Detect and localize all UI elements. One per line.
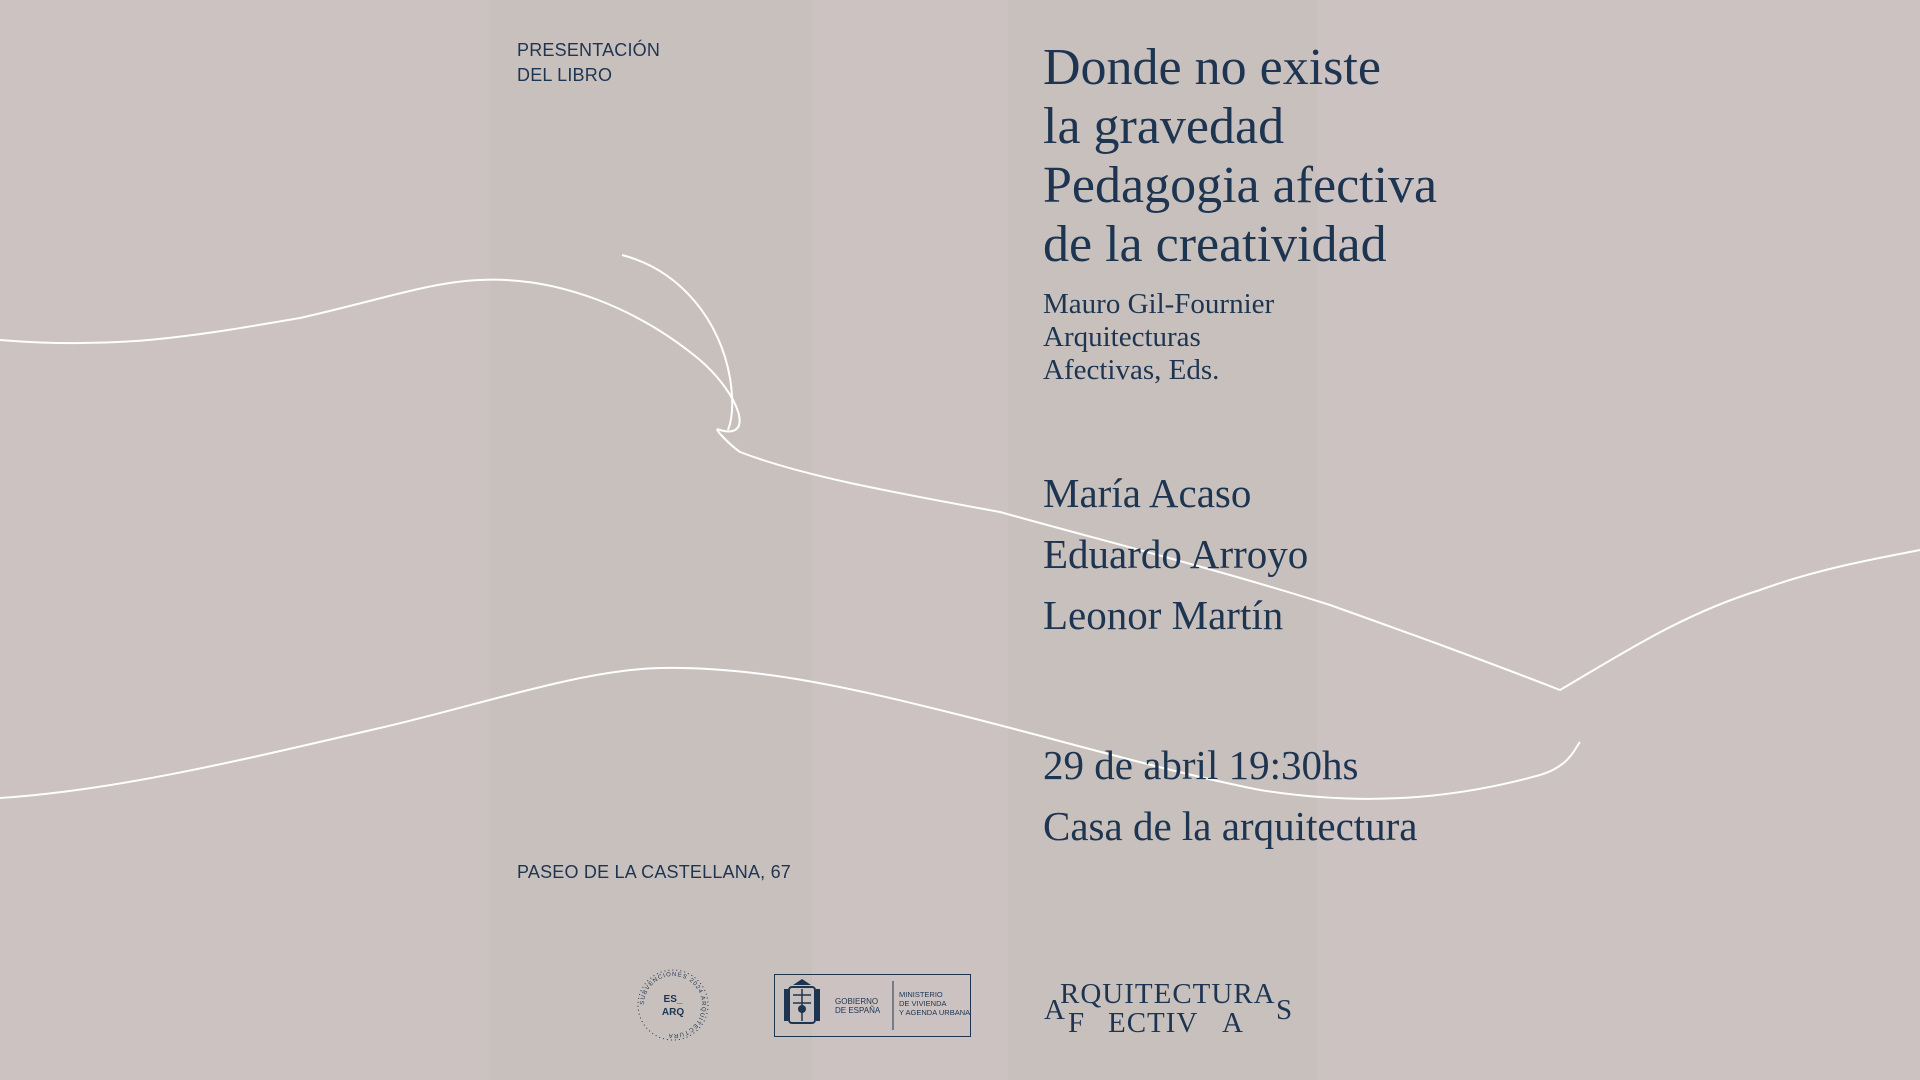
book-editors <box>1043 288 1274 387</box>
book-title-line3: Pedagogia afectiva <box>1043 157 1438 214</box>
upper-curve <box>0 280 1920 690</box>
ministry-line2: DE VIVIENDA <box>899 999 947 1008</box>
event-venue: Casa de la arquitectura <box>1043 803 1418 849</box>
editors-line1: Mauro Gil-Fournier <box>1043 288 1275 320</box>
speaker-name: Eduardo Arroyo <box>1043 531 1309 577</box>
aa-end-letter: S <box>1276 994 1294 1026</box>
editors-line2: Arquitecturas <box>1043 321 1201 353</box>
esarq-logo <box>636 968 710 1042</box>
speaker-name: María Acaso <box>1043 470 1252 516</box>
speaker-name: Leonor Martín <box>1043 592 1284 638</box>
event-info <box>1043 735 1418 857</box>
coat-of-arms-icon <box>775 975 970 1036</box>
arquitecturas-afectivas-logo <box>1044 978 1294 1038</box>
presentation-label-line1: PRESENTACIÓN <box>517 40 661 60</box>
esarq-center-line2: ARQ <box>661 1007 685 1018</box>
speakers-list <box>1043 463 1308 646</box>
esarq-center-line1: ES_ <box>663 994 683 1005</box>
gobierno-espana-logo <box>774 974 971 1037</box>
book-title <box>1043 38 1437 274</box>
book-title-line2: la gravedad <box>1043 98 1285 155</box>
gov-name-line1: GOBIERNO <box>835 997 879 1006</box>
presentation-label <box>517 38 660 88</box>
ministry-line3: Y AGENDA URBANA <box>899 1008 970 1017</box>
gov-name-line2: DE ESPAÑA <box>835 1006 881 1015</box>
event-date-time: 29 de abril 19:30hs <box>1043 742 1359 788</box>
presentation-label-line2: DEL LIBRO <box>517 65 613 85</box>
aa-row2-a: A <box>1222 1007 1244 1039</box>
esarq-ring-text: SUBVENCIONES 2024 ARQUITECTURA <box>639 971 707 1039</box>
ministry-line1: MINISTERIO <box>899 990 943 999</box>
aa-row2-ectiv: ECTIV <box>1108 1007 1199 1039</box>
aa-row1: RQUITECTURA <box>1060 978 1276 1010</box>
address-label: PASEO DE LA CASTELLANA, 67 <box>517 862 791 882</box>
aa-row2-f: F <box>1068 1007 1086 1039</box>
book-title-line1: Donde no existe <box>1043 39 1381 96</box>
aa-first-letter: A <box>1044 994 1066 1026</box>
book-title-line4: de la creatividad <box>1043 216 1387 273</box>
editors-line3: Afectivas, Eds. <box>1043 354 1220 386</box>
svg-text:SUBVENCIONES 2024 ARQUITECTURA <box>640 972 706 1038</box>
